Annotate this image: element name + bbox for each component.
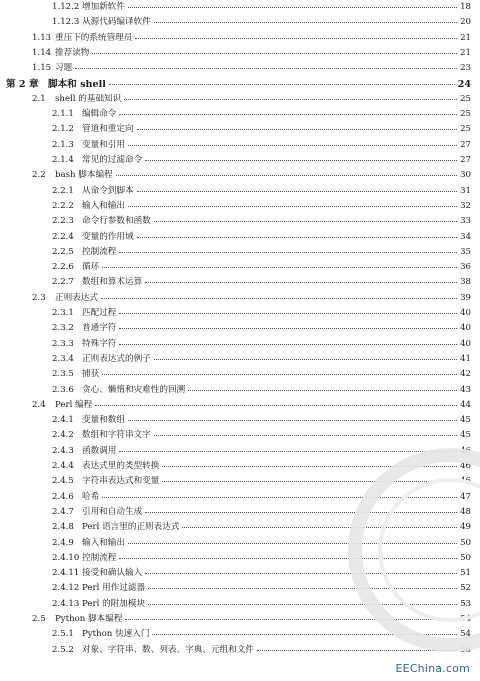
toc-leader-dots — [102, 267, 457, 268]
toc-section-number: 1.12.3 — [52, 17, 80, 28]
toc-entry-row — [0, 506, 480, 519]
toc-page-number: 39 — [460, 292, 471, 303]
toc-page-number: 45 — [460, 415, 471, 426]
toc-page-number: 18 — [460, 2, 471, 12]
toc-section-number: 2.3.4 — [52, 353, 74, 364]
toc-leader-dots — [119, 451, 457, 452]
toc-section-number: 2.2.2 — [52, 200, 74, 211]
toc-leader-dots — [102, 497, 457, 498]
toc-page-number: 31 — [460, 185, 471, 196]
toc-section-title: 普通字符 — [82, 323, 117, 334]
toc-section-title: Python 脚本编程 — [55, 614, 123, 624]
toc-page-number: 54 — [460, 629, 471, 640]
toc-section-title: bash 脚本编程 — [55, 170, 113, 181]
toc-leader-dots — [119, 344, 457, 345]
toc-page-number: 25 — [460, 93, 471, 104]
toc-leader-dots — [119, 252, 457, 253]
toc-section-title: 命令行参数和函数 — [82, 216, 151, 227]
toc-entry-row — [0, 414, 480, 427]
toc-entry-row — [0, 644, 480, 657]
toc-section-title: 特殊字符 — [82, 338, 117, 349]
toc-entry-row — [0, 598, 480, 611]
toc-section-number: 2.2.6 — [52, 262, 74, 273]
toc-leader-dots — [128, 145, 457, 146]
toc-page-number: 49 — [460, 522, 471, 533]
toc-leader-dots — [148, 588, 457, 589]
toc-page-number: 46 — [460, 476, 471, 487]
toc-leader-dots — [102, 374, 457, 375]
toc-page-number: 50 — [460, 537, 471, 548]
toc-page-number: 41 — [460, 353, 471, 364]
toc-section-number: 2.4.5 — [52, 476, 74, 487]
toc-section-title: shell 的基础知识 — [55, 93, 122, 104]
toc-page-number: 36 — [460, 262, 471, 273]
toc-entry-row — [0, 582, 480, 595]
toc-entry-row — [0, 460, 480, 473]
toc-section-number: 2.3.2 — [52, 323, 74, 334]
toc-section-number: 2.4.12 — [52, 583, 80, 594]
toc-entry-row — [0, 123, 480, 136]
toc-section-number: 2.1 — [32, 93, 46, 104]
toc-entry-row — [0, 445, 480, 458]
toc-section-title: Perl 用作过滤器 — [82, 583, 146, 594]
toc-page-number: 24 — [457, 78, 471, 90]
toc-entry-row — [0, 521, 480, 534]
toc-entry-row — [0, 169, 480, 182]
toc-section-title: 正则表达式的例子 — [82, 353, 151, 364]
toc-page-number: 53 — [460, 598, 471, 609]
toc-entry-row — [0, 353, 480, 366]
toc-entry-row — [0, 276, 480, 289]
toc-leader-dots — [154, 22, 457, 23]
toc-section-number: 2.4.3 — [52, 445, 74, 456]
toc-section-number: 第 2 章 — [6, 78, 39, 90]
toc-page-number: 43 — [460, 384, 471, 395]
toc-section-number: 2.4.10 — [52, 552, 80, 563]
toc-section-number: 2.4.8 — [52, 522, 74, 533]
toc-page-number: 21 — [460, 47, 471, 58]
toc-section-number: 2.4.9 — [52, 537, 74, 548]
toc-page-number: 27 — [460, 139, 471, 150]
toc-section-title: 对象、字符串、数、列表、字典、元组和文件 — [82, 644, 254, 655]
toc-leader-dots — [75, 68, 457, 69]
toc-leader-dots — [154, 359, 457, 360]
toc-section-number: 2.2.7 — [52, 277, 74, 288]
toc-leader-dots — [145, 512, 457, 513]
toc-section-title: 输入和输出 — [82, 200, 125, 211]
toc-entry-row — [0, 62, 480, 75]
toc-section-number: 2.5.2 — [52, 644, 74, 655]
toc-leader-dots — [145, 160, 457, 161]
toc-section-number: 2.5.1 — [52, 629, 74, 640]
toc-page-number: 25 — [460, 109, 471, 120]
toc-section-number: 2.3.3 — [52, 338, 74, 349]
toc-section-number: 1.14 — [32, 47, 52, 58]
toc-leader-dots — [137, 129, 457, 130]
toc-entry-row — [0, 93, 480, 106]
toc-leader-dots — [128, 543, 457, 544]
toc-section-title: 数组和字符串文字 — [82, 430, 151, 441]
toc-section-number: 2.2.5 — [52, 246, 74, 257]
toc-entry-row — [0, 322, 480, 335]
toc-section-title: 变量的作用域 — [82, 231, 134, 242]
toc-section-title: 输入和输出 — [82, 537, 125, 548]
toc-page-number: 52 — [460, 583, 471, 594]
toc-section-title: 变量和引用 — [82, 139, 125, 150]
toc-section-number: 2.1.2 — [52, 124, 74, 135]
toc-leader-dots — [152, 634, 457, 635]
toc-page-number: 25 — [460, 124, 471, 135]
toc-entry-row — [0, 215, 480, 228]
toc-leader-dots — [101, 298, 457, 299]
toc-page-number: 48 — [460, 506, 471, 517]
toc-entry-row — [0, 200, 480, 213]
toc-section-number: 2.1.3 — [52, 139, 74, 150]
toc-entry-row — [0, 231, 480, 244]
toc-section-title: Perl 编程 — [55, 399, 93, 410]
toc-section-number: 2.2.1 — [52, 185, 74, 196]
toc-section-title: 管道和重定向 — [82, 124, 134, 135]
toc-entry-row — [0, 292, 480, 305]
toc-section-title: Perl 的附加模块 — [82, 598, 146, 609]
toc-section-number: 2.3 — [32, 292, 46, 303]
toc-leader-dots — [128, 206, 457, 207]
toc-page-number: 56 — [460, 644, 471, 655]
toc-page-number: 40 — [460, 338, 471, 349]
toc-leader-dots — [148, 604, 457, 605]
toc-section-title: 接受和确认输入 — [82, 568, 143, 579]
toc-entry-row — [0, 246, 480, 259]
toc-section-number: 2.2 — [32, 170, 46, 181]
toc-section-title: 贪心、懒惰和灾难性的回溯 — [82, 384, 186, 395]
toc-page-number: 21 — [460, 32, 471, 43]
toc-entry-row — [0, 139, 480, 152]
toc-leader-dots — [128, 7, 457, 8]
toc-entry-row — [0, 537, 480, 550]
toc-page-number: 30 — [460, 170, 471, 181]
toc-section-number: 1.13 — [32, 32, 52, 43]
toc-entry-row — [0, 399, 480, 412]
toc-entry-row — [0, 185, 480, 198]
toc-section-number: 2.3.1 — [52, 308, 74, 318]
toc-leader-dots — [154, 221, 457, 222]
toc-entry-row — [0, 613, 480, 626]
toc-page-number: 51 — [460, 568, 471, 579]
toc-leader-dots — [119, 313, 457, 314]
toc-entry-row — [0, 368, 480, 381]
toc-section-number: 2.4.6 — [52, 491, 74, 502]
toc-page-number: 27 — [460, 155, 471, 165]
toc-section-number: 2.4.11 — [52, 568, 80, 579]
toc-section-title: 哈希 — [82, 491, 100, 502]
toc-page-number: 46 — [460, 445, 471, 456]
toc-page-number: 47 — [460, 491, 471, 502]
toc-leader-dots — [92, 53, 457, 54]
toc-entry-row — [0, 47, 480, 60]
toc-section-title: 脚本和 shell — [48, 78, 106, 90]
toc-page-number: 45 — [460, 430, 471, 441]
toc-leader-dots — [124, 99, 457, 100]
toc-entry-row — [0, 16, 480, 29]
toc-section-title: 函数调用 — [82, 445, 117, 456]
toc-leader-dots — [119, 328, 457, 329]
toc-leader-dots — [154, 435, 457, 436]
toc-page-number: 20 — [460, 17, 471, 28]
site-brand: EEChina.com — [395, 662, 470, 675]
toc-section-number: 1.12.2 — [52, 2, 80, 12]
toc-entry-row — [0, 628, 480, 641]
toc-entry-row — [0, 491, 480, 504]
toc-leader-dots — [145, 573, 457, 574]
toc-section-number: 2.1.4 — [52, 155, 74, 165]
toc-entry-row — [0, 154, 480, 167]
toc-page-number: 34 — [460, 231, 471, 242]
toc-leader-dots — [145, 282, 457, 283]
toc-entry-row — [0, 475, 480, 488]
toc-section-title: 常见的过滤命令 — [82, 155, 143, 165]
toc-section-title: 匹配过程 — [82, 308, 117, 318]
toc-section-number: 2.2.4 — [52, 231, 74, 242]
toc-section-title: 引用和自动生成 — [82, 506, 143, 517]
toc-section-title: 表达式里的类型转换 — [82, 461, 160, 471]
toc-leader-dots — [116, 175, 457, 176]
toc-section-title: 推荐读物 — [55, 47, 90, 58]
toc-page-number: 44 — [460, 399, 471, 410]
toc-section-title: Python 快速入门 — [82, 629, 150, 640]
toc-section-title: 变量和数组 — [82, 415, 125, 426]
toc-page-number: 54 — [460, 614, 471, 624]
toc-entry-row — [0, 384, 480, 397]
toc-page-number: 32 — [460, 200, 471, 211]
toc-section-title: 从命令到脚本 — [82, 185, 134, 196]
toc-section-number: 2.4.4 — [52, 461, 74, 471]
toc-section-title: 习题 — [55, 63, 73, 74]
toc-section-number: 2.4.13 — [52, 598, 80, 609]
toc-leader-dots — [188, 390, 457, 391]
toc-section-number: 2.2.3 — [52, 216, 74, 227]
toc-section-number: 2.4.7 — [52, 506, 74, 517]
toc-section-number: 2.1.1 — [52, 109, 74, 120]
toc-leader-dots — [137, 237, 457, 238]
toc-chapter-row — [0, 78, 480, 91]
toc-leader-dots — [162, 466, 457, 467]
toc-section-title: Perl 语言里的正则表达式 — [82, 522, 180, 533]
toc-leader-dots — [95, 405, 457, 406]
toc-page-number: 35 — [460, 246, 471, 257]
toc-section-title: 编辑命令 — [82, 109, 117, 120]
toc-section-title: 控制流程 — [82, 246, 117, 257]
toc-leader-dots — [135, 38, 457, 39]
toc-section-title: 控制流程 — [82, 552, 117, 563]
toc-entry-row — [0, 338, 480, 351]
toc-section-title: 正则表达式 — [55, 292, 98, 303]
toc-section-number: 2.3.5 — [52, 369, 74, 380]
toc-section-number: 1.15 — [32, 63, 52, 74]
toc-entry-row — [0, 552, 480, 565]
toc-leader-dots — [128, 420, 457, 421]
toc-leader-dots — [162, 481, 457, 482]
toc-entry-row — [0, 1, 480, 14]
toc-section-title: 循环 — [82, 262, 100, 273]
toc-leader-dots — [125, 619, 457, 620]
toc-section-number: 2.4 — [32, 399, 46, 410]
toc-page-number: 40 — [460, 308, 471, 318]
toc-section-title: 重压下的系统管理员 — [55, 32, 133, 43]
toc-entry-row — [0, 32, 480, 45]
toc-entry-row — [0, 307, 480, 320]
toc-page-number: 38 — [460, 277, 471, 288]
toc-entry-row — [0, 108, 480, 121]
toc-leader-dots — [109, 84, 455, 85]
toc-page-number: 33 — [460, 216, 471, 227]
toc-leader-dots — [182, 527, 457, 528]
toc-leader-dots — [257, 650, 457, 651]
toc-entry-row — [0, 261, 480, 274]
toc-section-title: 从源代码编译软件 — [82, 17, 151, 28]
toc-leader-dots — [119, 558, 457, 559]
toc-page-number: 50 — [460, 552, 471, 563]
toc-page-number: 23 — [460, 63, 471, 74]
toc-section-title: 增加新软件 — [82, 2, 125, 12]
toc-entry-row — [0, 567, 480, 580]
toc-section-title: 字符串表达式和变量 — [82, 476, 160, 487]
toc-section-number: 2.3.6 — [52, 384, 74, 395]
toc-leader-dots — [137, 191, 457, 192]
toc-leader-dots — [119, 114, 457, 115]
toc-entry-row — [0, 429, 480, 442]
toc-section-title: 数组和算术运算 — [82, 277, 143, 288]
toc-page-number: 40 — [460, 323, 471, 334]
toc-section-number: 2.4.1 — [52, 415, 74, 426]
toc-section-number: 2.4.2 — [52, 430, 74, 441]
toc-section-title: 捕获 — [82, 369, 100, 380]
toc-section-number: 2.5 — [32, 614, 46, 624]
toc-page-number: 42 — [460, 369, 471, 380]
toc-page-number: 46 — [460, 461, 471, 471]
